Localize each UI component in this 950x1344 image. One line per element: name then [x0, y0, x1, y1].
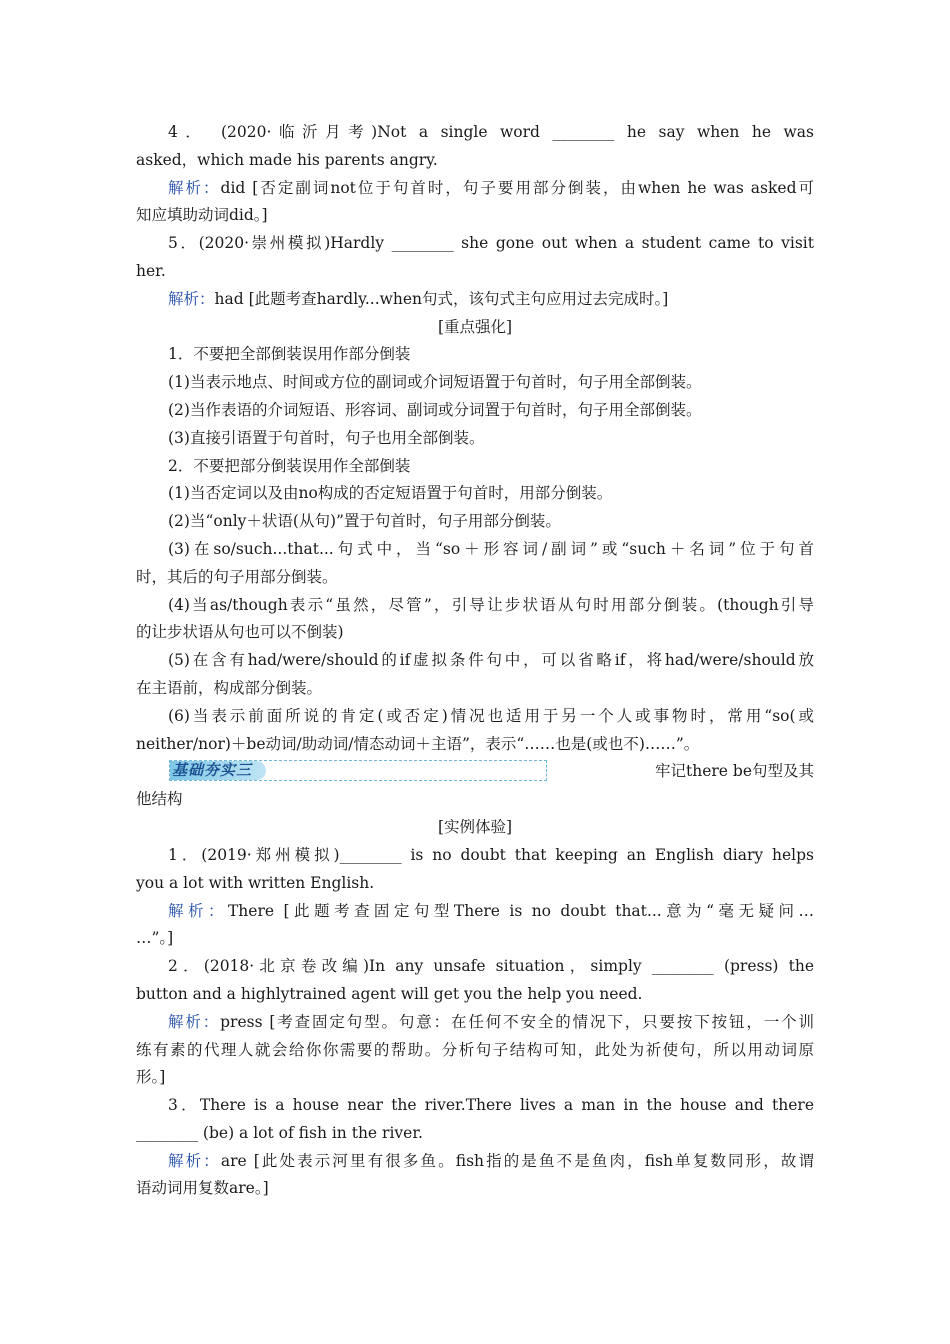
line-text: are [此处表示河里有很多鱼。fish指的是鱼不是鱼肉，fish单复数同形，故谓 — [220, 1151, 814, 1170]
line-text: button and a highlytrained agent will get you the help you need. — [136, 984, 643, 1003]
text-line — [136, 508, 814, 536]
line-text: (3)在so/such...that...句式中，当“so＋形容词/副词”或“such＋名词”位于句首 — [168, 539, 814, 558]
text-line — [136, 453, 814, 481]
line-text: (5)在含有had/were/should的if虚拟条件句中，可以省略if，将had/were/should放 — [168, 651, 814, 670]
text-line — [136, 536, 814, 564]
line-text: 在主语前，构成部分倒装。 — [136, 678, 323, 697]
text-line — [136, 731, 814, 759]
text-line — [136, 1009, 814, 1037]
line-text: neither/nor)＋be动词/助动词/情态动词＋主语”，表示“……也是(或也不)……”。 — [136, 734, 700, 753]
text-line — [136, 786, 814, 814]
text-line — [136, 564, 814, 592]
line-text: (3)直接引语置于句首时，句子也用全部倒装。 — [168, 428, 485, 447]
text-line — [136, 953, 814, 981]
line-text: her. — [136, 261, 166, 280]
document-page — [136, 119, 814, 1203]
text-line — [136, 147, 814, 175]
text-line — [136, 397, 814, 425]
line-text: 2．(2018·北京卷改编)In any unsafe situation，simply ________ (press) the — [168, 957, 814, 976]
line-text: 的让步状语从句也可以不倒装) — [136, 623, 344, 642]
text-line — [136, 814, 814, 842]
section-header — [136, 758, 814, 786]
line-text: ________ (be) a lot of fish in the river. — [136, 1123, 423, 1142]
line-text: …”。] — [136, 929, 174, 948]
text-line — [136, 1037, 814, 1065]
line-text: 他结构 — [136, 790, 183, 809]
line-text: press [考查固定句型。句意：在任何不安全的情况下，只要按下按钮，一个训 — [220, 1012, 814, 1031]
text-line — [136, 341, 814, 369]
text-line — [136, 592, 814, 620]
text-line — [136, 842, 814, 870]
text-line — [136, 925, 814, 953]
line-text: did [否定副词not位于句首时，句子要用部分倒装，由when he was asked可 — [220, 178, 814, 197]
section-badge — [169, 760, 547, 781]
line-text: 形。] — [136, 1068, 166, 1087]
text-line — [136, 369, 814, 397]
line-text: [实例体验] — [437, 818, 513, 837]
text-line — [136, 981, 814, 1009]
text-line — [136, 1148, 814, 1176]
line-text: 知应填助动词did。] — [136, 206, 268, 225]
section-title: 牢记there be句型及其 — [655, 762, 814, 781]
text-line — [136, 480, 814, 508]
line-text: There [此题考查固定句型There is no doubt that...意为“毫无疑问… — [227, 901, 814, 920]
line-text: (1)当否定词以及由no构成的否定短语置于句首时，用部分倒装。 — [168, 484, 613, 503]
line-text: [重点强化] — [437, 317, 513, 336]
text-line — [136, 286, 814, 314]
text-line — [136, 647, 814, 675]
section-badge-label: 基础夯实三 — [172, 761, 253, 780]
line-text: (2)当“only＋状语(从句)”置于句首时，句子用部分倒装。 — [168, 512, 561, 531]
text-line — [136, 119, 814, 147]
text-line — [136, 202, 814, 230]
text-line — [136, 898, 814, 926]
text-line — [136, 1064, 814, 1092]
line-text: (6)当表示前面所说的肯定(或否定)情况也适用于另一个人或事物时，常用“so(或 — [168, 706, 814, 725]
line-text: asked，which made his parents angry. — [136, 150, 438, 169]
text-line — [136, 675, 814, 703]
text-line — [136, 1175, 814, 1203]
line-text: 语动词用复数are。] — [136, 1179, 269, 1198]
analysis-label: 解析： — [168, 1151, 221, 1170]
line-text: 5．(2020·崇州模拟)Hardly ________ she gone out when a student came to visit — [168, 234, 814, 253]
analysis-label: 解析： — [168, 1012, 221, 1031]
text-line — [136, 703, 814, 731]
text-line — [136, 258, 814, 286]
line-text: 1．不要把全部倒装误用作部分倒装 — [168, 345, 411, 364]
text-line — [136, 230, 814, 258]
line-text: 时，其后的句子用部分倒装。 — [136, 567, 338, 586]
text-line — [136, 1092, 814, 1120]
line-text: 3．There is a house near the river.There lives a man in the house and there — [168, 1096, 814, 1115]
text-line — [136, 175, 814, 203]
text-line — [136, 619, 814, 647]
text-block-1 — [136, 119, 814, 758]
line-text: 4． (2020·临沂月考)Not a single word ________ he say when he was — [168, 123, 814, 141]
line-text: you a lot with written English. — [136, 873, 375, 892]
line-text: (2)当作表语的介词短语、形容词、副词或分词置于句首时，句子用全部倒装。 — [168, 400, 702, 419]
text-block-2 — [136, 786, 814, 1203]
line-text: had [此题考查hardly...when句式，该句式主句应用过去完成时。] — [214, 289, 669, 308]
text-line — [136, 314, 814, 342]
analysis-label: 解析： — [168, 289, 215, 308]
line-text: 1．(2019·郑州模拟)________ is no doubt that keeping an English diary helps — [168, 845, 814, 864]
line-text: (4)当as/though表示“虽然，尽管”，引导让步状语从句时用部分倒装。(though引导 — [168, 595, 814, 614]
analysis-label: 解析： — [168, 178, 221, 197]
text-line — [136, 870, 814, 898]
text-line — [136, 1120, 814, 1148]
text-line — [136, 425, 814, 453]
line-text: 练有素的代理人就会给你你需要的帮助。分析句子结构可知，此处为祈使句，所以用动词原 — [136, 1040, 814, 1059]
analysis-label: 解析： — [168, 901, 228, 920]
line-text: (1)当表示地点、时间或方位的副词或介词短语置于句首时，句子用全部倒装。 — [168, 373, 702, 392]
line-text: 2．不要把部分倒装误用作全部倒装 — [168, 456, 411, 475]
